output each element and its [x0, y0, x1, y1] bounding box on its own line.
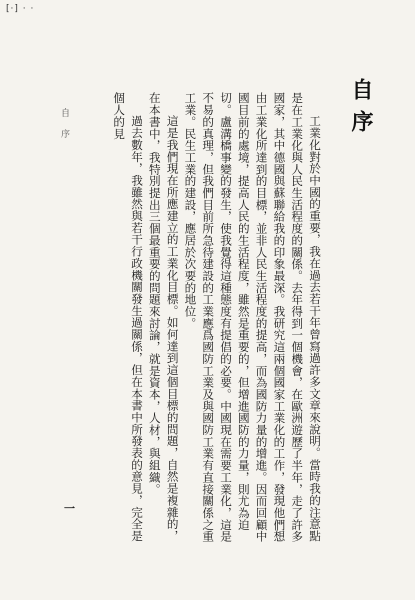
paragraph: 工業化對於中國的重要，我在過去若干年曾寫過許多文章來說明。當時我的注意點是在工業化與人民生活程度的關係。去年得到一個機會，在歐洲遊歷了半年，走了許多國家，其中德國與蘇聯給我的印象最深。我研究這兩個國家工業化的工作，發現他們想由工業化所達到的目標，並非人民生活程度的提高，而為國防力量的增進。因而回顧中國目前的處境，提高人民的生活程度，雖然是重要的，但增進國防的力量，則尤為迫切。盧溝橋事變的發生，使我覺得這種態度有提倡的必要。中國現在需要工業化，這是不易的真理，但我們目前所急待建設的工業應爲國防工業及與國防工業有直接關係之重工業。民生工業的建設，應居於次要的地位。: [183, 92, 322, 543]
preface-body: [109, 92, 323, 552]
paragraph: 過去數年，我雖然與若干行政機關發生過關係，但在本書中所發表的意見，完全是個人的見: [112, 92, 145, 542]
paragraph: 這是我們現在所應建立的工業化目標。如何達到這個目標的問題，自然是複雜的，在本書中，我特別提出三個最重要的問題來討論，就是資本，人材，與組織。: [147, 92, 180, 542]
page-title: 自序: [348, 78, 374, 142]
running-footer-section: 自序: [59, 108, 69, 150]
library-stamp: [·] · ·: [6, 4, 35, 14]
page-number: 一: [64, 502, 75, 515]
